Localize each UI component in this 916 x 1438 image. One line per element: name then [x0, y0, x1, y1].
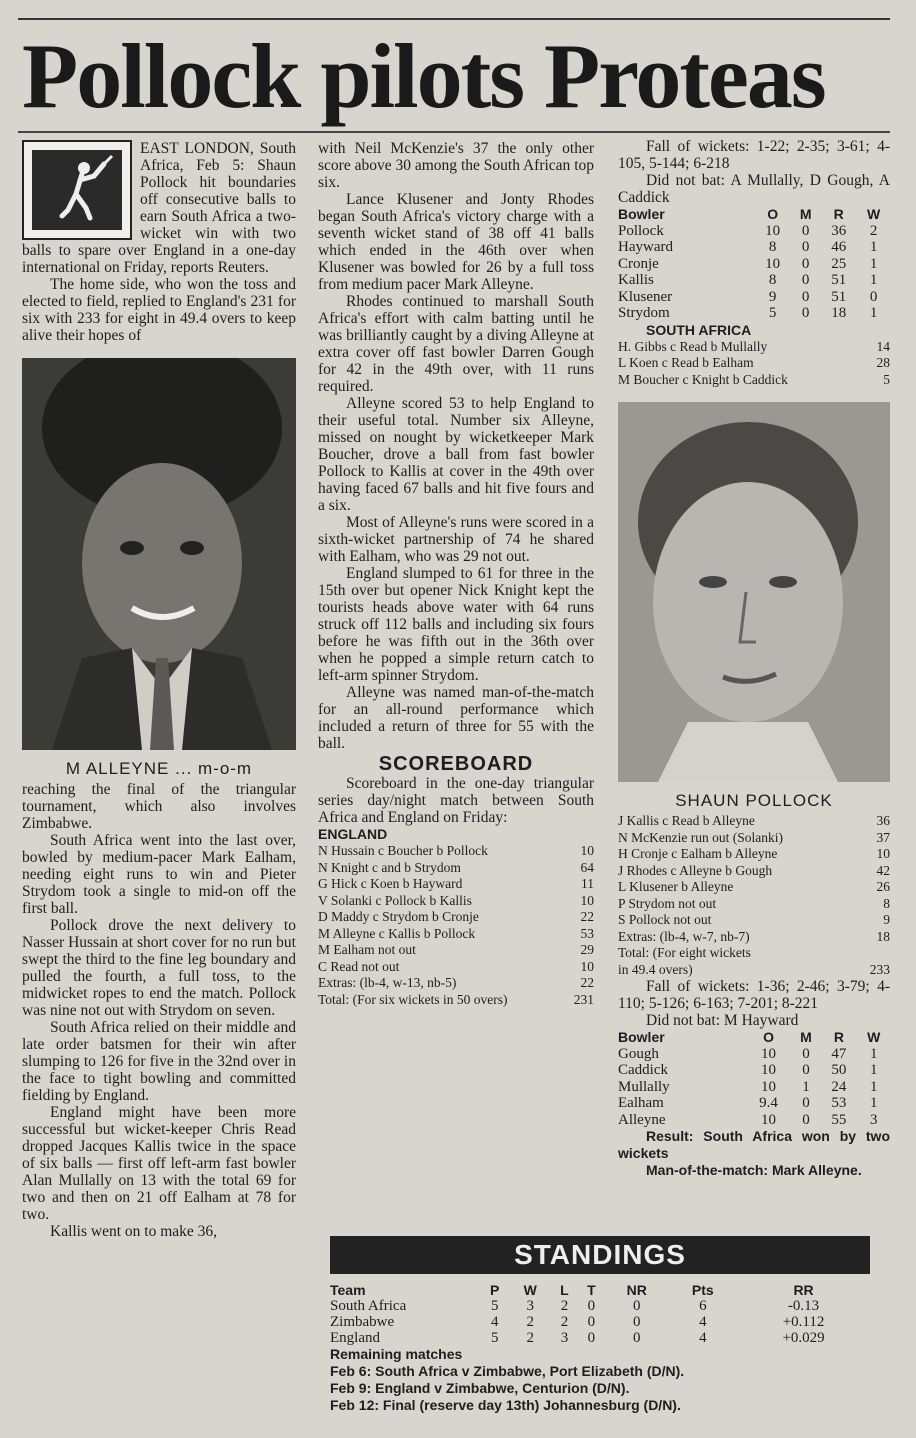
table-cell: 3 — [869, 1111, 878, 1128]
remaining-matches-list — [330, 1363, 870, 1414]
did-not-bat-sa: Did not bat: M Hayward — [646, 1012, 799, 1029]
headline-rule — [18, 131, 890, 133]
standings-header: T — [587, 1282, 596, 1298]
batting-row — [618, 355, 890, 372]
bowling-header: W — [867, 1029, 881, 1045]
standings-header: Pts — [691, 1282, 714, 1298]
table-cell: 8 — [768, 272, 777, 288]
table-cell: 24 — [831, 1078, 847, 1095]
paragraph: Most of Alleyne's runs were scored in a sixth-wicket partnership of 74 he shared with Ealham, who was 29 not out. — [318, 514, 594, 565]
table-cell: 4 — [699, 1314, 707, 1330]
column-3 — [618, 138, 890, 1238]
batsman-entry: M Ealham not out — [318, 942, 416, 957]
fall-of-wickets-sa: Fall of wickets: 1-36; 2-46; 3-79; 4-110; 5-126; 6-163; 7-201; 8-221 — [618, 978, 890, 1012]
table-cell: 50 — [831, 1062, 847, 1078]
standings-header: Team — [330, 1282, 366, 1298]
table-cell: 10 — [761, 1045, 777, 1062]
paragraph: England might have been more successful but wicket-keeper Chris Read dropped Jacques Kallis twice in the space of six balls — first off left-arm fast bowler Alan Mullally on 13 with the total 69 for two and then on 21 off Ealham at 78 for two. — [22, 1104, 296, 1223]
batsman-entry: G Hick c Koen b Hayward — [318, 876, 463, 891]
table-cell: 5 — [490, 1298, 499, 1314]
paragraph: with Neil McKenzie's 37 the only other score above 30 among the South African top six. — [318, 140, 594, 191]
table-cell: Kallis — [618, 272, 654, 288]
table-cell: Strydom — [618, 305, 670, 321]
remaining-title: Remaining matches — [330, 1346, 463, 1362]
table-cell: 2 — [560, 1314, 569, 1330]
table-cell: 25 — [831, 255, 847, 272]
table-cell: 6 — [699, 1298, 707, 1314]
table-cell: -0.13 — [787, 1298, 820, 1314]
table-cell: 47 — [831, 1045, 847, 1062]
bowling-row — [618, 305, 890, 322]
table-cell: Mullally — [618, 1078, 670, 1095]
batsman-entry: L Koen c Read b Ealham — [618, 355, 754, 370]
paragraph: Kallis went on to make 36, — [50, 1223, 218, 1240]
table-cell: 3 — [526, 1298, 534, 1314]
runs-value: 64 — [580, 859, 594, 875]
paragraph: Pollock drove the next delivery to Nasser Hussain at short cover for no run but swept the third to the fine leg boundary and pulled the fourth, a full toss, to the midwicket ropes to end the match. Pollock was nine not out with Strydom on seven. — [22, 917, 296, 1019]
batsman-entry: C Read not out — [318, 958, 400, 974]
paragraph: Lance Klusener and Jonty Rhodes began South Africa's victory charge with a seventh wicket stand of 38 off 41 balls which ended in the 46th over when Klusener was bowled for 26 by a full toss from medium pacer Mark Alleyne. — [318, 191, 594, 293]
bowling-row — [618, 1046, 890, 1063]
runs-value: 37 — [876, 829, 890, 845]
table-cell: 0 — [801, 239, 810, 255]
england-batting-list — [318, 843, 594, 1008]
table-cell: 0 — [801, 255, 810, 272]
batsman-entry: N Knight c and b Strydom — [318, 859, 461, 875]
pollock-caption: SHAUN POLLOCK — [675, 791, 833, 810]
standings-table — [330, 1282, 870, 1346]
table-cell: 51 — [831, 288, 847, 305]
bowling-row — [618, 289, 890, 306]
batting-row — [318, 843, 594, 860]
runs-value: 11 — [581, 876, 594, 891]
sa-bowling-table — [618, 206, 890, 322]
batting-row — [618, 813, 890, 830]
table-cell: 9 — [768, 288, 777, 305]
table-cell: 10 — [765, 255, 781, 272]
table-cell: 9.4 — [759, 1095, 778, 1111]
batsman-entry: V Solanki c Pollock b Kallis — [318, 892, 472, 908]
table-cell: Zimbabwe — [330, 1314, 395, 1330]
table-cell: 8 — [768, 239, 777, 255]
runs-value: 22 — [580, 909, 594, 924]
batsman-entry: N Hussain c Boucher b Pollock — [318, 843, 488, 858]
table-cell: 0 — [587, 1314, 596, 1330]
bowling-header: Bowler — [618, 1029, 665, 1045]
standings-header: W — [523, 1282, 537, 1298]
table-cell: 0 — [802, 1111, 810, 1128]
headline: Pollock pilots Proteas — [22, 25, 825, 127]
fall-of-wickets-england: Fall of wickets: 1-22; 2-35; 3-61; 4-105, 5-144; 6-218 — [618, 138, 890, 172]
table-cell: 1 — [869, 305, 878, 321]
batting-row — [318, 992, 594, 1009]
pollock-photo — [618, 402, 890, 782]
bowling-header: W — [867, 206, 881, 222]
man-of-the-match: Man-of-the-match: Mark Alleyne. — [646, 1162, 862, 1178]
paragraph: The home side, who won the toss and elected to field, replied to England's 231 for six with 233 for eight in 49.4 overs to keep alive their hopes of — [22, 276, 296, 344]
table-cell: Ealham — [618, 1095, 664, 1111]
table-cell: 0 — [801, 288, 810, 305]
table-cell: 18 — [831, 305, 847, 321]
batsman-entry: N McKenzie run out (Solanki) — [618, 829, 783, 845]
sa-total-line-2 — [618, 962, 890, 979]
standings-title: STANDINGS — [330, 1236, 870, 1274]
sa-batting-list-top — [618, 339, 890, 389]
batsman-entry: M Alleyne c Kallis b Pollock — [318, 925, 476, 941]
bowling-row — [618, 1079, 890, 1096]
batting-row — [318, 926, 594, 943]
table-cell: 4 — [699, 1330, 707, 1346]
top-rule — [18, 18, 890, 20]
cricket-logo-icon — [22, 140, 132, 240]
batsman-entry: L Klusener b Alleyne — [618, 879, 734, 894]
paragraph: Rhodes continued to marshall South Africa's effort with calm batting until he was brilliantly caught by a diving Alleyne at extra cover off fast bowler Darren Gough for 42 in the 49th over, with 11 runs required. — [318, 293, 594, 395]
table-cell: 5 — [490, 1330, 499, 1346]
batsman-entry: P Strydom not out — [618, 895, 717, 911]
standings-box — [330, 1236, 870, 1414]
table-cell: 1 — [869, 1062, 878, 1078]
batting-row — [618, 879, 890, 896]
table-cell: 0 — [801, 222, 810, 239]
standings-row — [330, 1298, 870, 1314]
batting-row — [318, 893, 594, 910]
bowling-header: M — [799, 206, 812, 222]
batting-row — [318, 876, 594, 893]
sa-batting-list-rest — [618, 813, 890, 945]
bowling-row — [618, 239, 890, 256]
table-cell: 10 — [761, 1078, 777, 1095]
did-not-bat-england: Did not bat: A Mullally, D Gough, A Caddick — [618, 172, 890, 206]
batsman-entry: Extras: (lb-4, w-7, nb-7) — [618, 928, 750, 944]
bowling-row — [618, 223, 890, 240]
match-result: Result: South Africa won by two wickets — [618, 1128, 890, 1161]
batting-row — [618, 830, 890, 847]
table-cell: 2 — [526, 1314, 534, 1330]
runs-value: 5 — [883, 371, 890, 387]
table-cell: +0.029 — [782, 1330, 825, 1346]
table-cell: Cronje — [618, 255, 659, 272]
table-cell: 0 — [632, 1330, 641, 1346]
bowling-row — [618, 1095, 890, 1112]
table-cell: 10 — [761, 1111, 777, 1128]
alleyne-caption: M ALLEYNE ... m-o-m — [65, 759, 253, 778]
scoreboard-intro: Scoreboard in the one-day triangular series day/night match between South Africa and England on Friday: — [318, 775, 594, 826]
standings-header: P — [490, 1282, 500, 1298]
scoreboard-title: SCOREBOARD — [378, 753, 534, 775]
bowling-header: Bowler — [618, 206, 665, 222]
runs-value: 29 — [580, 942, 594, 957]
sa-total-label: Total: (For eight wickets — [618, 945, 751, 960]
table-cell: 0 — [801, 272, 810, 288]
paragraph: Alleyne was named man-of-the-match for an all-round performance which included a return of three for 55 with the ball. — [318, 684, 594, 752]
bowling-header: R — [833, 206, 844, 222]
sa-total-overs: in 49.4 overs) — [618, 961, 693, 977]
runs-value: 28 — [876, 355, 890, 370]
standings-row — [330, 1330, 870, 1346]
table-cell: 2 — [526, 1330, 534, 1346]
paragraph: South Africa relied on their middle and late order batsmen for their win after slumping to 126 for five in the 32nd over in the face to tight bowling and committed fielding by England. — [22, 1019, 296, 1104]
bowling-row — [618, 1062, 890, 1079]
table-cell: 5 — [768, 305, 777, 321]
paragraph: Alleyne scored 53 to help England to their useful total. Number six Alleyne, missed on nought by wicketkeeper Mark Boucher, drove a ball from fast bowler Pollock to Kallis at cover in the 49th over having faced 67 balls and hit five fours and a six. — [318, 395, 594, 514]
england-label: ENGLAND — [318, 826, 388, 842]
runs-value: 26 — [876, 879, 890, 894]
runs-value: 10 — [876, 846, 890, 861]
bowling-header: M — [800, 1029, 812, 1045]
standings-row — [330, 1314, 870, 1330]
table-cell: +0.112 — [782, 1314, 825, 1330]
table-cell: 55 — [831, 1111, 847, 1128]
table-cell: 1 — [869, 1045, 878, 1062]
table-cell: Hayward — [618, 239, 673, 255]
table-cell: 1 — [869, 1078, 878, 1095]
alleyne-photo — [22, 358, 296, 750]
column-2 — [318, 140, 594, 1240]
batsman-entry: J Kallis c Read b Alleyne — [618, 813, 755, 828]
bowling-header: R — [833, 1029, 844, 1045]
sa-total-runs: 233 — [869, 961, 890, 977]
table-cell: Pollock — [618, 222, 664, 239]
table-cell: 0 — [632, 1298, 641, 1314]
batsman-entry: D Maddy c Strydom b Cronje — [318, 909, 479, 924]
table-cell: 1 — [869, 1095, 878, 1111]
table-cell: 1 — [869, 239, 878, 255]
batting-row — [318, 860, 594, 877]
table-cell: 0 — [802, 1095, 810, 1111]
batting-row — [618, 863, 890, 880]
table-cell: 0 — [801, 305, 810, 321]
batsman-entry: M Boucher c Knight b Caddick — [618, 371, 788, 387]
bowling-row — [618, 256, 890, 273]
runs-value: 36 — [876, 813, 890, 828]
batsman-entry: S Pollock not out — [618, 912, 712, 927]
batsman-entry: H. Gibbs c Read b Mullally — [618, 338, 768, 354]
bowling-header: O — [767, 206, 779, 222]
bowling-row — [618, 1112, 890, 1129]
batting-row — [618, 846, 890, 863]
remaining-match: Feb 6: South Africa v Zimbabwe, Port Elizabeth (D/N). — [330, 1363, 685, 1379]
batsman-entry: J Rhodes c Alleyne b Gough — [618, 862, 773, 878]
table-cell: 0 — [587, 1298, 596, 1314]
table-cell: 53 — [831, 1095, 847, 1111]
table-cell: Gough — [618, 1045, 659, 1062]
batting-row — [618, 929, 890, 946]
batting-row — [318, 959, 594, 976]
table-cell: Klusener — [618, 288, 673, 305]
table-cell: 10 — [765, 222, 781, 239]
standings-header: L — [560, 1282, 569, 1298]
runs-value: 10 — [580, 843, 594, 858]
runs-value: 42 — [876, 862, 890, 878]
batting-row — [618, 912, 890, 929]
table-cell: 2 — [869, 222, 878, 239]
batting-row — [318, 975, 594, 992]
table-cell: 0 — [802, 1062, 810, 1078]
table-cell: 1 — [869, 255, 878, 272]
table-cell: 46 — [831, 239, 847, 255]
standings-header: RR — [793, 1282, 814, 1298]
batting-row — [318, 942, 594, 959]
batsman-entry: Total: (For six wickets in 50 overs) — [318, 991, 508, 1007]
remaining-match: Feb 9: England v Zimbabwe, Centurion (D/N). — [330, 1380, 630, 1396]
runs-value: 8 — [883, 895, 890, 911]
table-cell: 51 — [831, 272, 847, 288]
batting-row — [618, 339, 890, 356]
table-cell: 4 — [490, 1314, 499, 1330]
sa-total-line — [618, 945, 890, 962]
runs-value: 10 — [580, 958, 594, 974]
table-cell: 0 — [632, 1314, 641, 1330]
table-cell: 10 — [761, 1062, 777, 1078]
paragraph: England slumped to 61 for three in the 15th over but opener Nick Knight kept the tourists heads above water with 64 runs struck off 112 balls and including six fours before he was fifth out in the 36th over when he popped a simple return catch to left-arm spinner Strydom. — [318, 565, 594, 684]
runs-value: 14 — [876, 338, 890, 354]
runs-value: 9 — [883, 912, 890, 927]
table-cell: 0 — [587, 1330, 596, 1346]
table-cell: 1 — [802, 1078, 810, 1095]
table-cell: 2 — [560, 1298, 569, 1314]
paragraph: South Africa went into the last over, bowled by medium-pacer Mark Ealham, needing eight runs to win and Pieter Strydom took a single to mid-on off the first ball. — [22, 832, 296, 917]
eng-bowling-table — [618, 1029, 890, 1128]
runs-value: 53 — [580, 925, 594, 941]
runs-value: 22 — [580, 975, 594, 990]
lede-paragraph: EAST LONDON, South Africa, Feb 5: Shaun Pollock hit boundaries off consecutive balls to earn South Africa a two-wicket win with two balls to spare over England in a one-day international on Friday, reports Reuters. — [22, 140, 296, 276]
runs-value: 231 — [573, 991, 594, 1007]
paragraph: reaching the final of the triangular tournament, which also involves Zimbabwe. — [22, 781, 296, 832]
runs-value: 18 — [876, 928, 890, 944]
runs-value: 10 — [580, 892, 594, 908]
column-1 — [22, 140, 296, 1430]
batting-row — [618, 372, 890, 389]
table-cell: 0 — [869, 288, 878, 305]
table-cell: 1 — [869, 272, 878, 288]
table-cell: 36 — [831, 222, 847, 239]
batting-row — [618, 896, 890, 913]
table-cell: 0 — [802, 1045, 810, 1062]
batsman-entry: H Cronje c Ealham b Alleyne — [618, 846, 778, 861]
south-africa-label: SOUTH AFRICA — [646, 321, 752, 338]
table-cell: Caddick — [618, 1062, 668, 1078]
standings-header: NR — [626, 1282, 647, 1298]
table-cell: England — [330, 1330, 380, 1346]
batsman-entry: Extras: (lb-4, w-13, nb-5) — [318, 975, 457, 990]
bowling-header: O — [763, 1029, 774, 1045]
table-cell: South Africa — [330, 1298, 407, 1314]
batting-row — [318, 909, 594, 926]
table-cell: 3 — [560, 1330, 569, 1346]
bowling-row — [618, 272, 890, 289]
remaining-match: Feb 12: Final (reserve day 13th) Johannesburg (D/N). — [330, 1397, 681, 1413]
table-cell: Alleyne — [618, 1111, 666, 1128]
